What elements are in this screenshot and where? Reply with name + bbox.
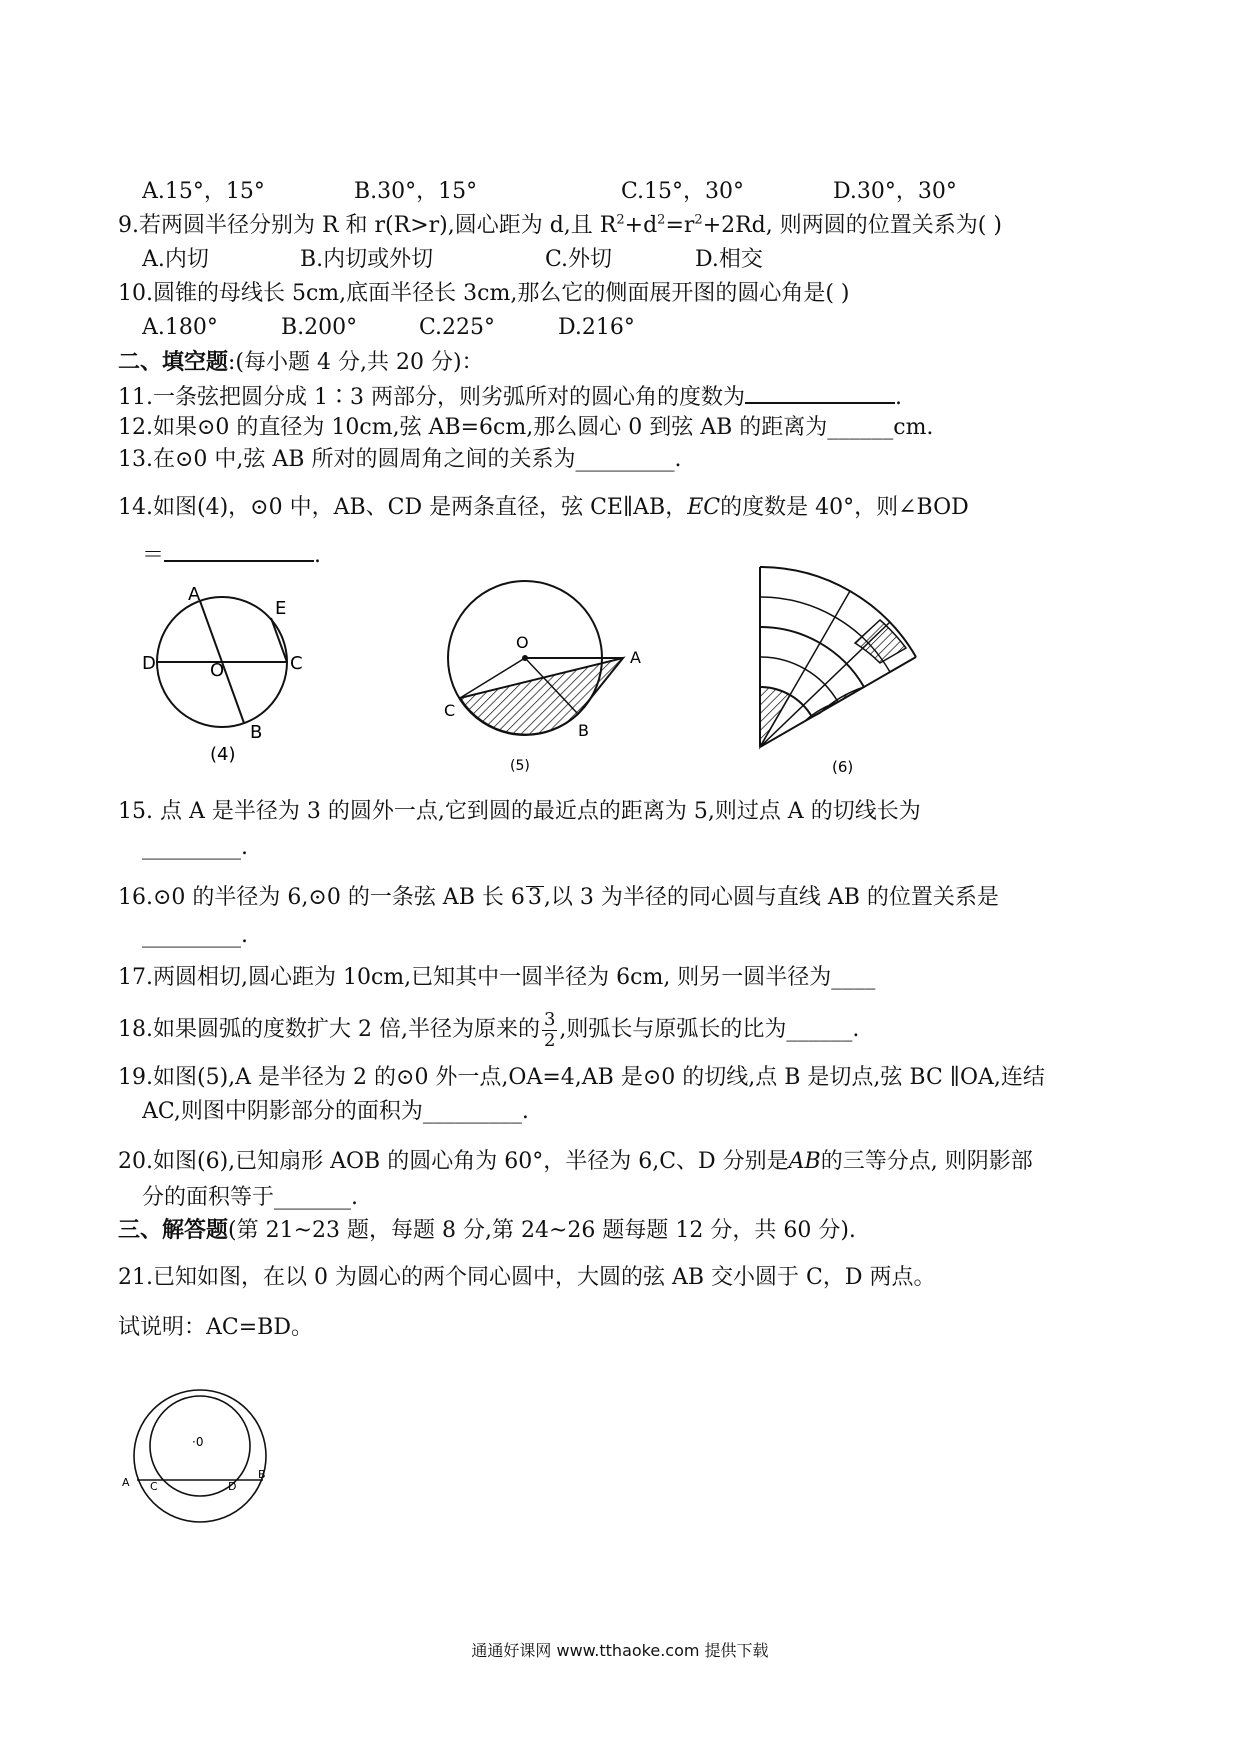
figure-4 xyxy=(140,570,340,770)
section-3-header xyxy=(118,1214,856,1247)
fig21-label-d: D xyxy=(228,1480,237,1493)
section-2-header xyxy=(118,346,484,379)
q9-choice-b: B.内切或外切 xyxy=(300,247,434,272)
q9-choice-a: A.内切 xyxy=(142,247,209,272)
fig5-label-b: B xyxy=(578,721,589,740)
fig5-label-o: O xyxy=(516,633,529,652)
q15-answer-line: _________. xyxy=(142,835,248,860)
q11-answer-blank[interactable] xyxy=(745,380,895,404)
q9-choice-c: C.外切 xyxy=(545,247,613,272)
q19-line2: AC,则图中阴影部分的面积为_________. xyxy=(142,1099,529,1124)
sqrt-3: 3 xyxy=(527,885,542,910)
fig4-label-b: B xyxy=(250,722,263,743)
q20-line2: 分的面积等于_______. xyxy=(142,1185,358,1210)
fig4-label-o: O xyxy=(210,660,225,681)
arc-ec: EC xyxy=(687,495,721,520)
figure-6 xyxy=(735,560,975,785)
q10-choice-d: D.216° xyxy=(558,315,635,340)
q8-choice-d: D.30°，30° xyxy=(833,179,957,204)
q20-question: 20.如图(6),已知扇形 AOB 的圆心角为 60°，半径为 6,C、D 分别是AB的三等分点, 则阴影部 xyxy=(118,1149,1033,1174)
fig5-center-dot xyxy=(522,655,528,661)
fig5-shaded-region xyxy=(460,658,623,735)
q14-answer-blank[interactable] xyxy=(164,538,314,562)
fraction-3-2: $\frac{3}{2}$ xyxy=(543,1008,556,1051)
q16-answer-line: _________. xyxy=(142,923,248,948)
fig6-caption: (6) xyxy=(832,758,854,776)
arc-ab: AB xyxy=(788,1149,821,1174)
q14-answer-line: ＝ . xyxy=(142,538,321,572)
q15-question: 15. 点 A 是半径为 3 的圆外一点,它到圆的最近点的距离为 5,则过点 A 的切线长为 xyxy=(118,799,921,824)
q9-question: 9.若两圆半径分别为 R 和 r(R>r),圆心距为 d,且 $R^2+d^2=r^2+2Rd$, 则两圆的位置关系为( ) xyxy=(118,212,1002,238)
q13-question: 13.在⊙0 中,弦 AB 所对的圆周角之间的关系为_________. xyxy=(118,447,682,472)
q11-question: 11.一条弦把圆分成 1∶3 两部分，则劣弧所对的圆心角的度数为 . xyxy=(118,380,902,414)
section-2-note: :(每小题 4 分,共 20 分)： xyxy=(228,350,484,375)
q21-line2: 试说明：AC=BD。 xyxy=(118,1315,313,1340)
fig21-label-a: A xyxy=(122,1476,130,1489)
q8-choice-c: C.15°，30° xyxy=(621,179,745,204)
fig21-label-c: C xyxy=(150,1480,158,1493)
q16-question: 16.⊙0 的半径为 6,⊙0 的一条弦 AB 长 6 3,以 3 为半径的同心圆与直线 AB 的位置关系是 xyxy=(118,885,999,910)
fig21-outer-circle xyxy=(134,1390,266,1522)
fig4-chord-ce xyxy=(271,618,287,662)
fig5-label-c: C xyxy=(444,701,456,720)
q9-choices xyxy=(0,244,1240,276)
q10-question: 10.圆锥的母线长 5cm,底面半径长 3cm,那么它的侧面展开图的圆心角是( ) xyxy=(118,281,850,306)
fig21-label-o: ·0 xyxy=(192,1435,204,1449)
q18-question: 18.如果圆弧的度数扩大 2 倍,半径为原来的 $\frac{3}{2}$ ,则弧长与原弧长的比为______. xyxy=(118,1008,860,1051)
q8-choice-a: A.15°，15° xyxy=(142,179,265,204)
q21-question: 21.已知如图，在以 0 为圆心的两个同心圆中，大圆的弦 AB 交小圆于 C，D 两点。 xyxy=(118,1265,936,1290)
section-3-note: (第 21~23 题，每题 8 分,第 24~26 题每题 12 分，共 60 分). xyxy=(228,1218,856,1243)
q10-choice-b: B.200° xyxy=(281,315,358,340)
q17-question: 17.两圆相切,圆心距为 10cm,已知其中一圆半径为 6cm, 则另一圆半径为____ xyxy=(118,965,876,990)
page-footer: 通通好课网 www.tthaoke.com 提供下载 xyxy=(471,1641,769,1660)
section-3-title: 三、解答题 xyxy=(118,1217,229,1243)
fig4-caption: (4) xyxy=(210,744,236,765)
figure-21 xyxy=(118,1380,278,1540)
q8-choices xyxy=(0,176,1240,208)
q10-choice-c: C.225° xyxy=(419,315,496,340)
q10-choices xyxy=(0,312,1240,344)
fig5-caption: (5) xyxy=(510,758,530,774)
q10-choice-a: A.180° xyxy=(142,315,218,340)
q12-question: 12.如果⊙0 的直径为 10cm,弦 AB=6cm,那么圆心 0 到弦 AB 的距离为______cm. xyxy=(118,415,934,440)
fig21-label-b: B xyxy=(258,1468,266,1481)
q9-choice-d: D.相交 xyxy=(695,247,763,272)
figure-5 xyxy=(430,570,680,785)
section-2-title: 二、填空题 xyxy=(118,349,229,375)
fig4-label-a: A xyxy=(188,584,201,605)
q8-choice-b: B.30°，15° xyxy=(354,179,478,204)
fig4-label-d: D xyxy=(142,653,156,674)
fig4-label-c: C xyxy=(290,653,303,674)
fig4-label-e: E xyxy=(275,598,287,619)
q19-question: 19.如图(5),A 是半径为 2 的⊙0 外一点,OA=4,AB 是⊙0 的切线,点 B 是切点,弦 BC ∥OA,连结 xyxy=(118,1065,1045,1090)
q14-question: 14.如图(4)，⊙0 中，AB、CD 是两条直径，弦 CE∥AB，EC的度数是 40°，则∠BOD xyxy=(118,495,969,520)
fig5-label-a: A xyxy=(630,648,641,667)
